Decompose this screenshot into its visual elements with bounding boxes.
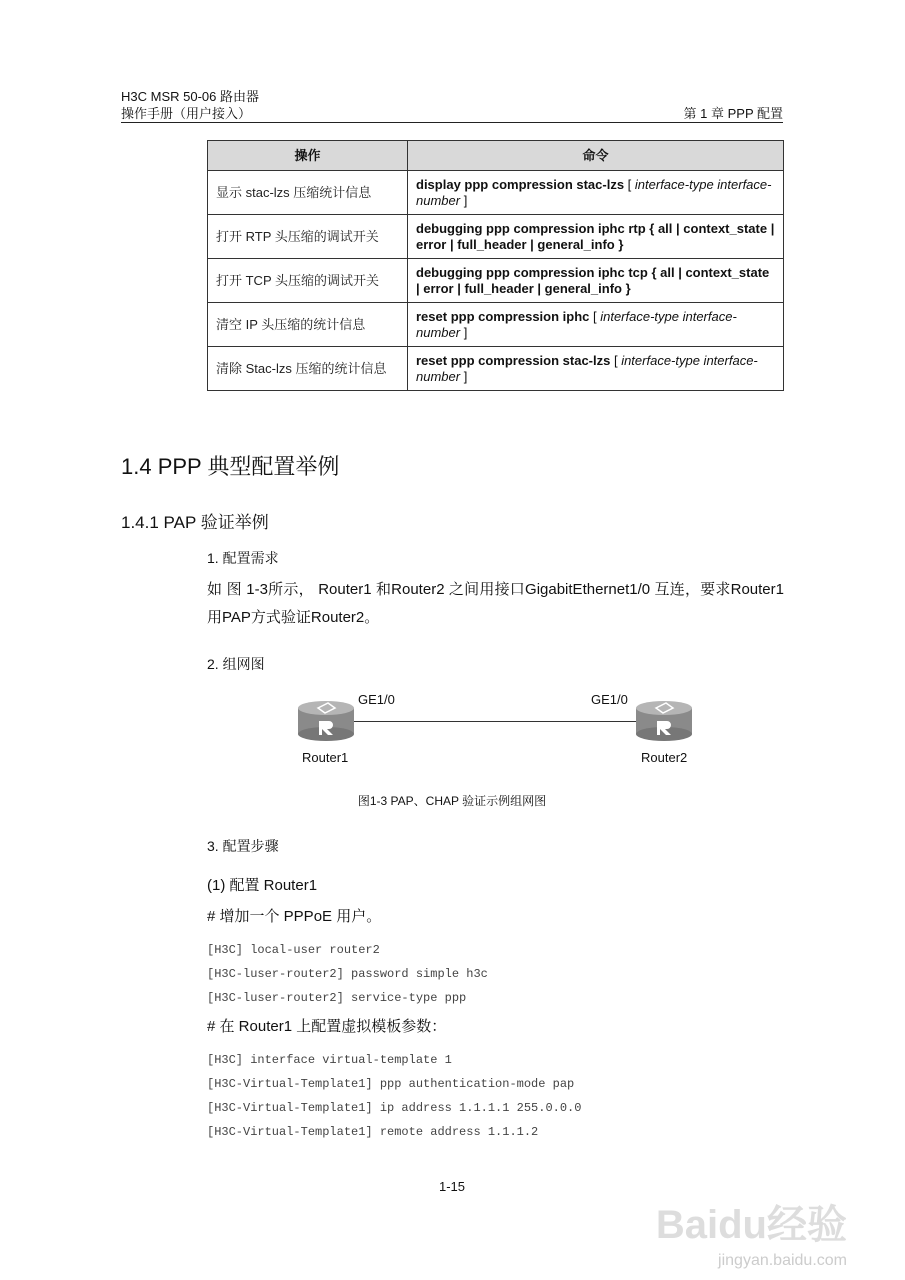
code-block-1 [207, 938, 488, 1010]
link-line [354, 721, 642, 722]
comment-2: # 在 Router1 上配置虚拟模板参数： [207, 1018, 447, 1035]
router-icon [297, 700, 355, 742]
cmd-cell: debugging ppp compression iphc tcp { all | context_state | error | full_header | general_info } [408, 259, 784, 303]
code-line: [H3C] local-user router2 [207, 943, 380, 957]
page-number: 1-15 [438, 1179, 466, 1194]
step-1: (1) 配置 Router1 [207, 877, 318, 894]
steps-heading: 3. 配置步骤 [207, 838, 279, 854]
table-row [208, 215, 784, 259]
op-cell: 打开 TCP 头压缩的调试开关 [208, 259, 408, 303]
header-manual: 操作手册（用户接入） [121, 106, 252, 121]
code-line: [H3C-Virtual-Template1] remote address 1.1.1.2 [207, 1125, 539, 1139]
watermark-logo: Baidu经验 [655, 1203, 847, 1247]
header-rule [121, 122, 783, 123]
header-product: H3C MSR 50-06 路由器 [121, 89, 259, 104]
op-cell: 清空 IP 头压缩的统计信息 [208, 303, 408, 347]
table-row [208, 347, 784, 391]
router1-label: Router1 [302, 750, 349, 765]
table-row [208, 171, 784, 215]
command-table [207, 140, 784, 391]
watermark-url: jingyan.baidu.com [718, 1252, 847, 1269]
cmd-cell: reset ppp compression stac-lzs [ interface-type interface-number ] [408, 347, 784, 391]
router-icon [635, 700, 693, 742]
requirements-heading: 1. 配置需求 [207, 550, 279, 566]
header-left [121, 88, 259, 122]
col-operation: 操作 [208, 141, 408, 171]
cmd-cell: display ppp compression stac-lzs [ interface-type interface-number ] [408, 171, 784, 215]
table-row [208, 259, 784, 303]
subsection-heading: 1.4.1 PAP 验证举例 [121, 513, 269, 532]
code-line: [H3C-luser-router2] password simple h3c [207, 967, 488, 981]
comment-1: # 增加一个 PPPoE 用户。 [207, 908, 382, 925]
cmd-cell: reset ppp compression iphc [ interface-type interface-number ] [408, 303, 784, 347]
figure-caption: 图1-3 PAP、CHAP 验证示例组网图 [357, 794, 547, 808]
code-line: [H3C] interface virtual-template 1 [207, 1053, 452, 1067]
interface-label-1: GE1/0 [358, 692, 395, 707]
code-block-2 [207, 1048, 581, 1144]
interface-label-2: GE1/0 [591, 692, 628, 707]
requirements-text: 如 图 1-3所示， Router1 和Router2 之间用接口GigabitEthernet1/0 互连，要求Router1 用PAP方式验证Router2。 [207, 581, 784, 626]
code-line: [H3C-luser-router2] service-type ppp [207, 991, 467, 1005]
table-row [208, 303, 784, 347]
code-line: [H3C-Virtual-Template1] ip address 1.1.1.1 255.0.0.0 [207, 1101, 582, 1115]
header-chapter: 第 1 章 PPP 配置 [683, 106, 783, 121]
cmd-cell: debugging ppp compression iphc rtp { all | context_state | error | full_header | general_info } [408, 215, 784, 259]
col-command: 命令 [408, 141, 784, 171]
code-line: [H3C-Virtual-Template1] ppp authentication-mode pap [207, 1077, 575, 1091]
op-cell: 显示 stac-lzs 压缩统计信息 [208, 171, 408, 215]
op-cell: 打开 RTP 头压缩的调试开关 [208, 215, 408, 259]
network-heading: 2. 组网图 [207, 656, 265, 672]
router2-label: Router2 [641, 750, 688, 765]
section-heading: 1.4 PPP 典型配置举例 [121, 454, 340, 479]
table-header-row [208, 141, 784, 171]
op-cell: 清除 Stac-lzs 压缩的统计信息 [208, 347, 408, 391]
